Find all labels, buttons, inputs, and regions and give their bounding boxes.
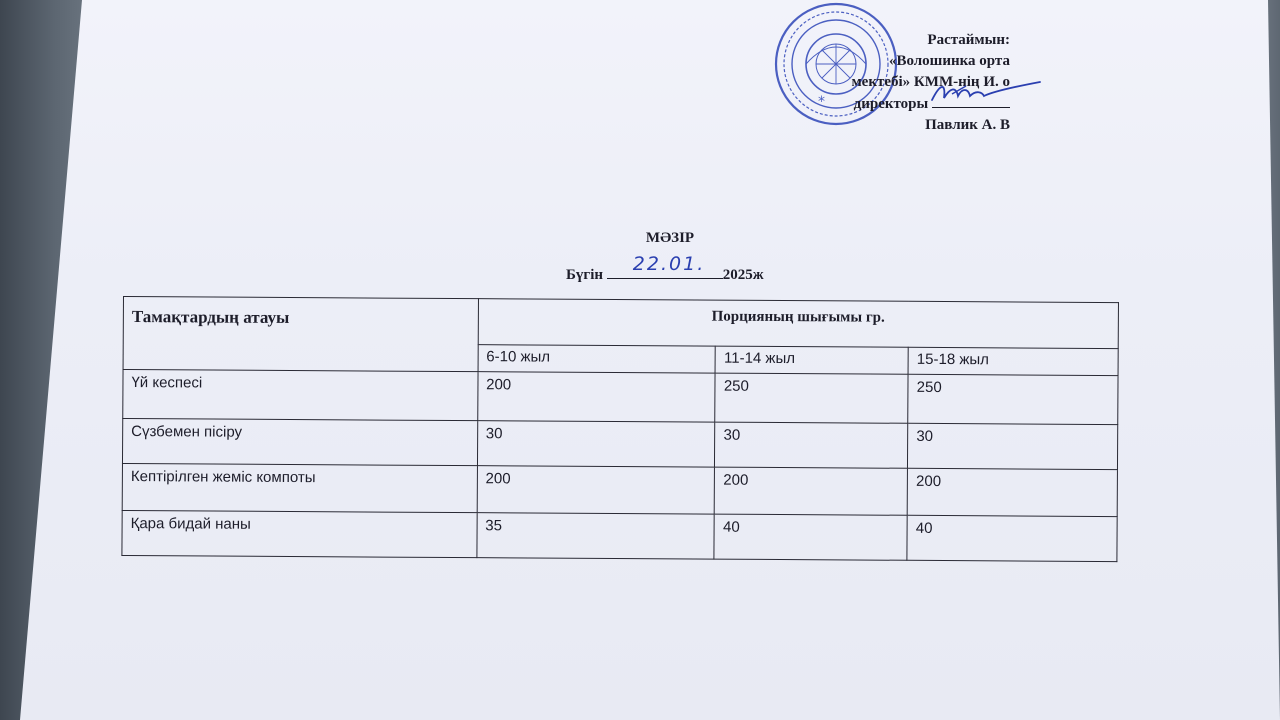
menu-table (121, 296, 1119, 562)
age-group-header: 11-14 жыл (715, 346, 908, 374)
dish-name: Сүзбемен пісіру (122, 419, 477, 466)
approval-line-5: Павлик А. В (925, 117, 1010, 133)
document-title: МӘЗІР (645, 230, 695, 246)
portion-value: 30 (908, 423, 1118, 469)
portion-value: 250 (715, 373, 908, 423)
portion-value: 35 (477, 513, 715, 559)
date-suffix: 2025ж (722, 267, 764, 283)
approval-line-2: «Волошинка орта (888, 53, 1010, 69)
table-row (123, 370, 1118, 425)
portion-value: 200 (907, 468, 1117, 516)
approval-line-3: мектебі» КММ-нің И. о (851, 74, 1010, 90)
date-prefix: Бүгін (566, 267, 604, 283)
portion-value: 200 (477, 466, 715, 514)
portion-value: 40 (714, 514, 907, 560)
handwritten-date: 22.01. (632, 253, 706, 275)
portion-value: 40 (907, 515, 1117, 561)
date-line (566, 253, 764, 284)
svg-text:*: * (818, 94, 825, 110)
approval-line-1: Растаймын: (927, 32, 1010, 48)
age-group-header: 15-18 жыл (908, 348, 1118, 376)
dish-name: Үй кеспесі (123, 370, 478, 421)
handwritten-signature (922, 76, 1042, 108)
table-row (122, 419, 1117, 470)
portion-header: Порцияның шығымы гр. (478, 299, 1119, 349)
dish-name-header: Тамақтардың атауы (123, 297, 478, 372)
date-field (607, 253, 723, 279)
age-group-header: 6-10 жыл (478, 345, 716, 373)
portion-value: 250 (908, 374, 1118, 424)
table-row (122, 463, 1117, 516)
portion-value: 30 (715, 422, 908, 468)
director-label: директоры (853, 96, 929, 112)
portion-value: 30 (477, 421, 715, 467)
portion-value: 200 (477, 372, 715, 422)
portion-value: 200 (715, 467, 908, 515)
dish-name: Қара бидай наны (122, 510, 477, 557)
dish-name: Кептірілген жеміс компоты (122, 463, 477, 512)
table-row (122, 510, 1117, 561)
